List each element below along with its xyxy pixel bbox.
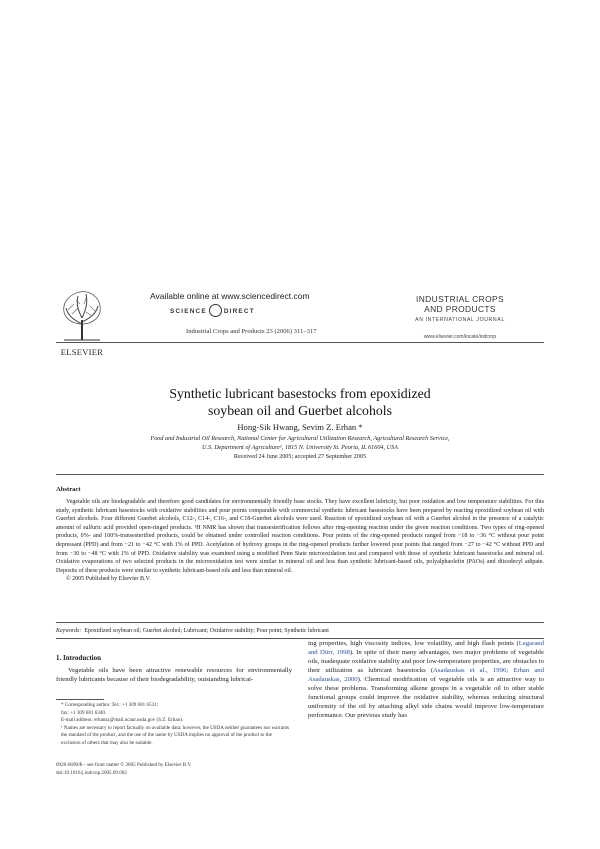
- issn-line: 0926-6690/$ – see front matter © 2005 Published by Elsevier B.V.: [56, 762, 192, 768]
- abstract-body: [56, 498, 544, 584]
- publication-info: [56, 762, 292, 777]
- tree-logo-icon: [60, 290, 104, 342]
- journal-title-line1: INDUSTRIAL CROPS: [416, 294, 504, 304]
- copyright-line: © 2005 Published by Elsevier B.V.: [66, 576, 151, 583]
- elsevier-logo: [56, 290, 108, 360]
- footnotes: [56, 702, 292, 748]
- footnote-disclaimer: ¹ Names are necessary to report factually on available data; however, the USDA neither guarantees nor warrants the standard of the product, and the use of the name by USDA implies no approval of the product to the exclusion of others that may also be suitable.: [61, 724, 290, 746]
- abstract-heading: Abstract: [56, 486, 81, 493]
- journal-url[interactable]: www.elsevier.com/locate/indcrop: [423, 334, 497, 340]
- received-dates: Received 24 June 2005; accepted 27 September 2005: [233, 453, 367, 460]
- intro-paragraph-continued: [308, 639, 544, 720]
- title-line2: soybean oil and Guerbet alcohols: [208, 402, 392, 418]
- sd-logo-right: DIRECT: [223, 308, 255, 316]
- affiliation: [56, 434, 544, 452]
- body-column-left: [56, 666, 292, 684]
- keywords-rule: [56, 622, 544, 623]
- journal-title: [407, 294, 513, 314]
- intro-paragraph-start: Vegetable oils have been attractive renewable resources for environmentally friendly lubricants because of their biodegradability, outstanding lubricat-: [56, 667, 292, 683]
- available-online[interactable]: Available online at www.sciencedirect.com: [150, 291, 310, 301]
- header-rule: [56, 342, 544, 343]
- affiliation-line2: U.S. Department of Agriculture¹, 1815 N. University St. Peoria, IL 61604, USA: [202, 444, 398, 451]
- keywords-label: Keywords:: [56, 628, 82, 634]
- affiliation-line1: Food and Industrial Oil Research, National Center for Agricultural Utilization Research, Agricultural Research Service,: [150, 435, 450, 442]
- body-column-right: [308, 639, 544, 720]
- keywords-list: Epoxidized soybean oil; Guerbet alcohol; Lubricant; Oxidative stability; Pour point; Synthetic lubricant: [84, 628, 329, 634]
- abstract-top-rule: [56, 474, 544, 475]
- section-heading: 1. Introduction: [56, 654, 101, 662]
- sd-logo-left: SCIENCE: [170, 308, 207, 316]
- publisher-name: ELSEVIER: [60, 347, 104, 357]
- sciencedirect-logo: [170, 305, 255, 318]
- sd-ring-icon: [209, 304, 222, 317]
- title-line1: Synthetic lubricant basestocks from epoxidized: [169, 386, 431, 401]
- footnote-fax: fax: +1 309 681 6340.: [61, 709, 107, 716]
- col2-text-b: ). In spite of their many advantages, two major problems of vegetable oils, inadequate oxidative stability and poor low-temperature properties, are obstacles to their utilization as lubricant basestocks (: [308, 649, 545, 674]
- footnote-rule: [56, 699, 104, 700]
- col2-text-c: ). Chemical modification of vegetable oils is an attractive way to solve these problems. Transforming alkene groups in a vegetable oil to other stable functional groups could improve the oxidative stability, whereas reducing structural uniformity of the oil by attaching alkyl side chains would improve low-temperature performance. Our previous study has: [308, 676, 544, 719]
- doi-line[interactable]: doi:10.1016/j.indcrop.2005.09.002: [56, 769, 127, 776]
- article-title: [56, 386, 544, 419]
- journal-citation: Industrial Crops and Products 23 (2006) 311–317: [186, 328, 317, 335]
- keywords: [56, 628, 544, 634]
- journal-subtitle: AN INTERNATIONAL JOURNAL: [415, 317, 505, 323]
- reference-link[interactable]: Legarand and Dürr, 1998: [308, 640, 544, 656]
- reference-link[interactable]: Asadauskas et al., 1996; Erhan and Asadauskas, 2000: [308, 667, 544, 683]
- author-list: Hong-Sik Hwang, Sevim Z. Erhan *: [237, 422, 363, 432]
- abstract-text: Vegetable oils are biodegradable and therefore good candidates for environmentally friendly base stocks. They have excellent lubricity, but poor oxidation and low temperature stabilities. For this study, synthetic lubricant basestocks with oxidative stabilities and pour points comparable with commercial synthetic lubricant basestocks have been prepared by reacting epoxidized soybean oil with Guerbet alcohols. Four different Guerbet alcohols, C12-, C14-, C16-, and C18-Guerbet alcohols were used. Reaction of epoxidized soybean oil with a Guerbet alcohol in the presence of a catalytic amount of sulfuric acid provided open-ringed products. ¹H NMR has shown that transesterification follows after ring-opening reaction under the given reaction conditions. Two types of ring-opened products, 0%- and 100%-transesterified products, could be obtained under controlled reaction conditions. Pour points of the ring-opened products ranged from −18 to −36 °C without pour point depressant (PPD) and from −21 to −42 °C with 1% of PPD. Acetylation of hydroxy groups in the ring-opened products further lowered pour points that ranged from −27 to −42 °C without PPD and from −30 to −48 °C with 1% of PPD. Oxidative stability was examined using a modified Penn State microoxidation test and compared with those of synthetic lubricant basestocks and mineral oil. Oxidative evaporations of two selected products in the microoxidation test were similar to mineral oil and less than synthetic lubricant-based oils, polyalphaolefin (PAOs) and diisodecyl adipate. Deposits of these products were similar to synthetic lubricant-based oils and less than mineral oil.: [56, 499, 544, 574]
- footnote-corresponding: * Corresponding author. Tel.: +1 309 681 6531;: [61, 702, 159, 708]
- col2-text-a: ing properties, high viscosity indices, low volatility, and high flash points (: [308, 640, 519, 647]
- footnote-email[interactable]: E-mail address: erhansz@mail.ncaur.usda.gov (S.Z. Erhan).: [61, 717, 184, 724]
- journal-title-line2: AND PRODUCTS: [424, 304, 496, 314]
